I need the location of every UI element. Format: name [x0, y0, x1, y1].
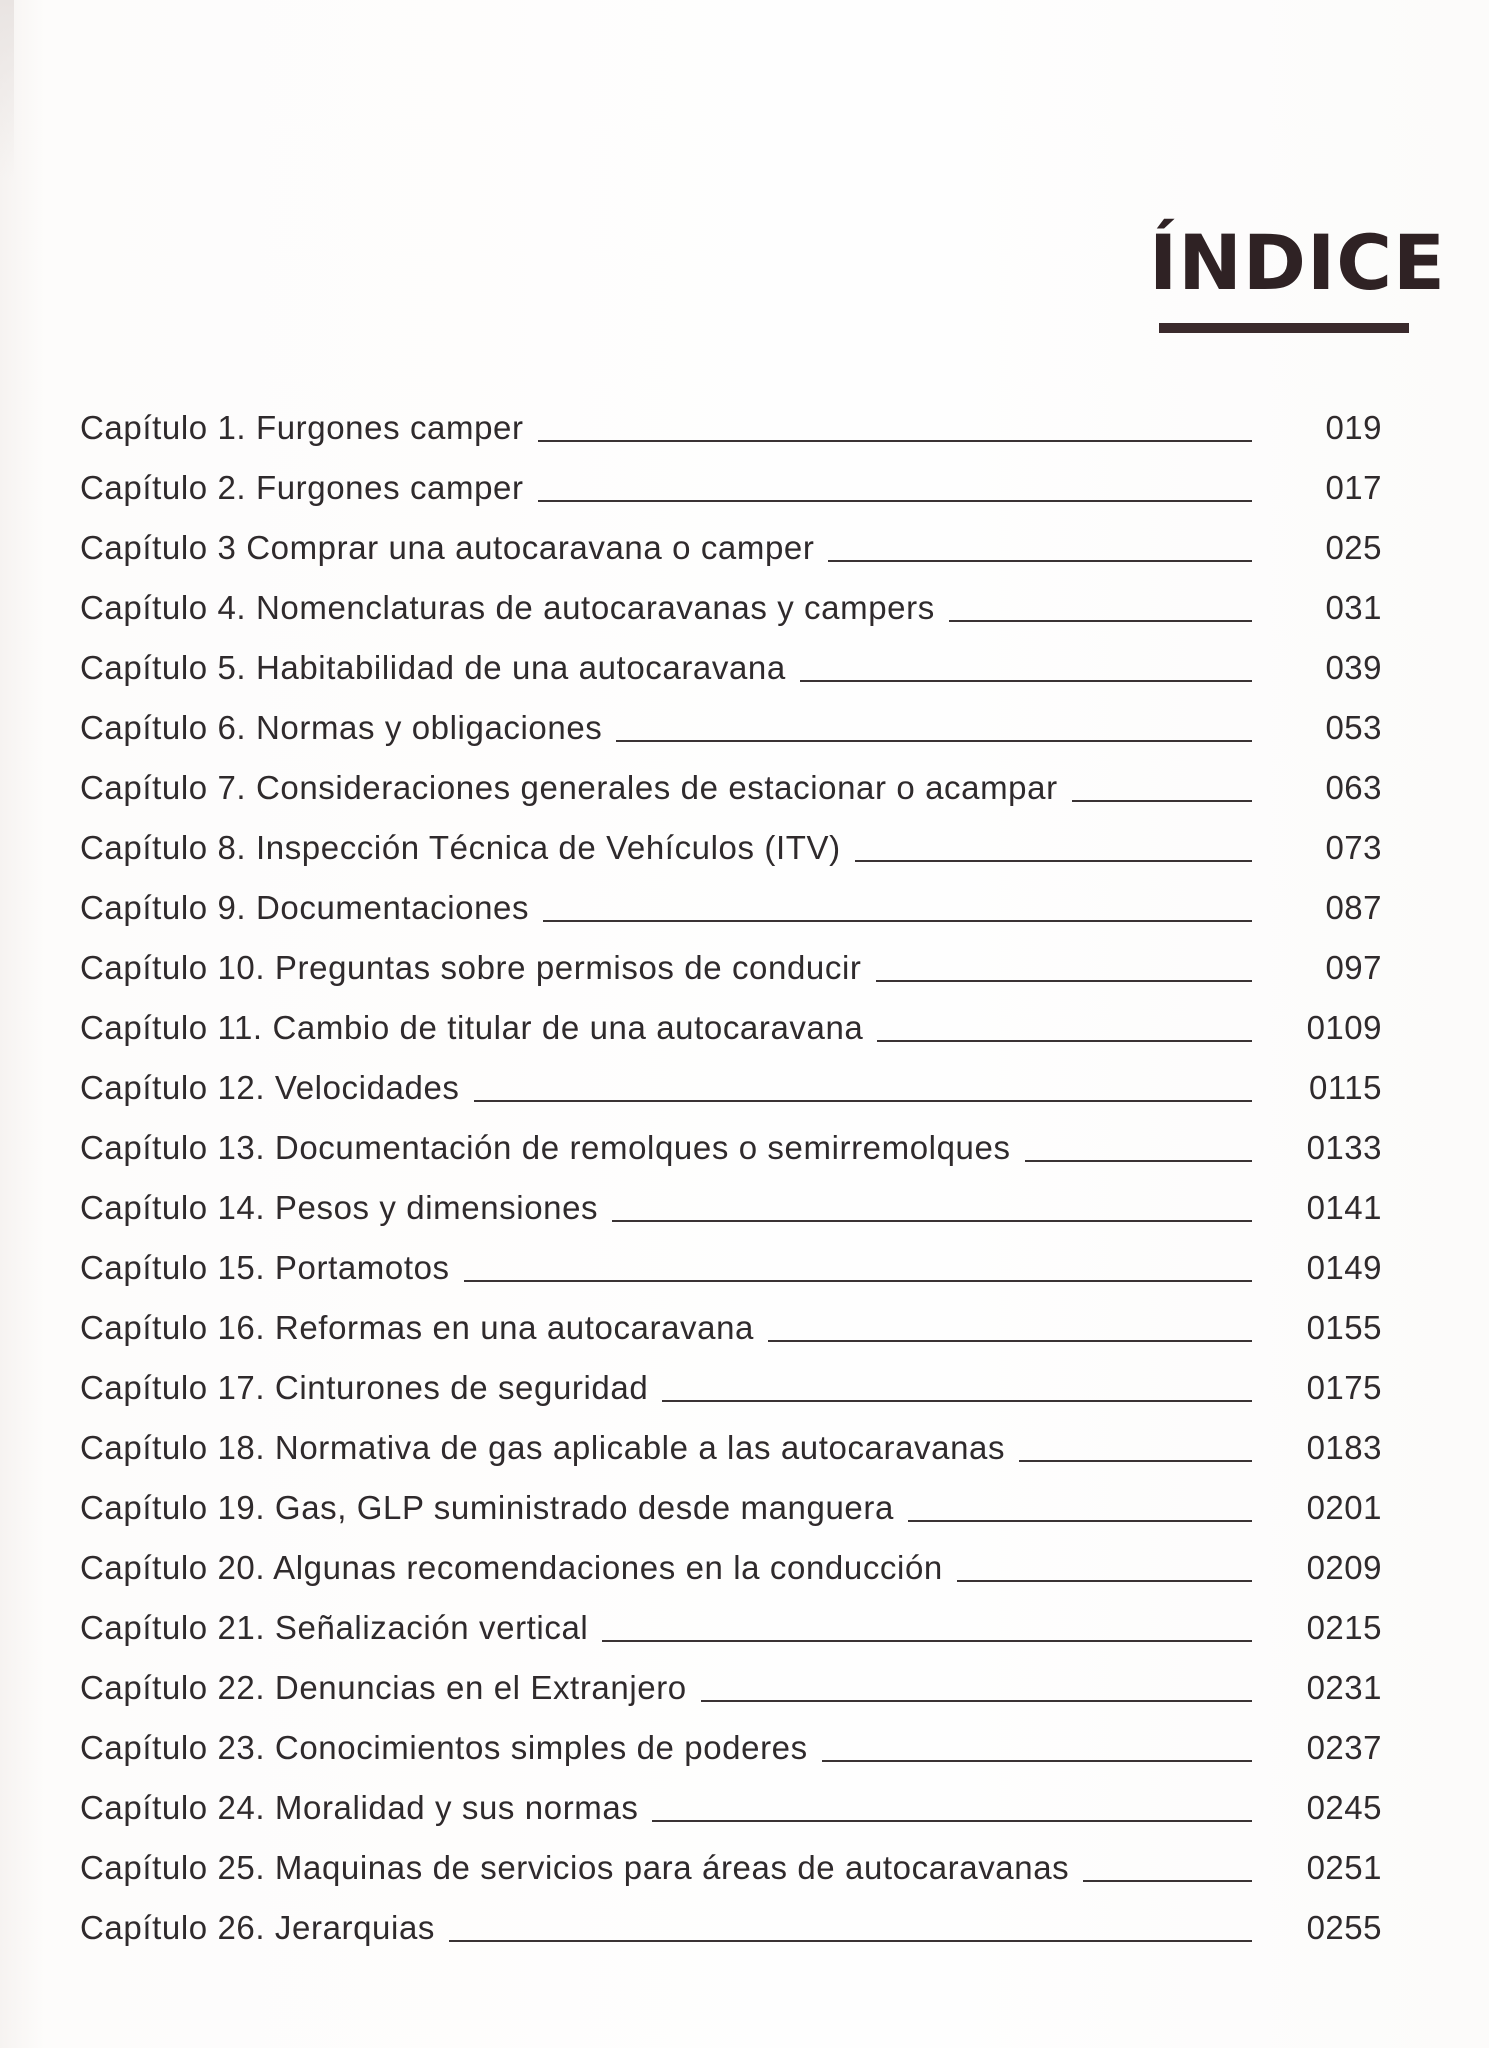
- toc-entry-label: Capítulo 17. Cinturones de seguridad: [80, 1369, 649, 1406]
- toc-entry-label: Capítulo 4. Nomenclaturas de autocaravanas y campers: [80, 589, 935, 626]
- toc-leader-line: [1019, 1460, 1252, 1462]
- toc-entry-label-area: [80, 1491, 1260, 1530]
- toc-entry-label-area: [80, 411, 1260, 450]
- toc-entry-label-area: [80, 1611, 1260, 1650]
- toc-entry: [80, 870, 1400, 930]
- toc-entry: [80, 1050, 1400, 1110]
- toc-entry-label: Capítulo 8. Inspección Técnica de Vehículos (ITV): [80, 829, 841, 866]
- toc-entry-page-number: 0231: [1306, 1669, 1382, 1706]
- toc-entry-page-number: 087: [1325, 889, 1382, 926]
- toc-entry-label: Capítulo 14. Pesos y dimensiones: [80, 1189, 599, 1226]
- toc-entry-label: Capítulo 11. Cambio de titular de una autocaravana: [80, 1009, 864, 1046]
- toc-entry: [80, 1350, 1400, 1410]
- toc-entry-page-number: 039: [1325, 649, 1382, 686]
- toc-entry-label-area: [80, 1371, 1260, 1410]
- toc-entry: [80, 1710, 1400, 1770]
- toc-entry-page-number: 0155: [1306, 1309, 1382, 1346]
- toc-entry-label-area: [80, 1251, 1260, 1290]
- toc-leader-line: [800, 680, 1252, 682]
- toc-entry: [80, 690, 1400, 750]
- toc-entry-label: Capítulo 5. Habitabilidad de una autocaravana: [80, 649, 786, 686]
- toc-entry-page-number: 053: [1325, 709, 1382, 746]
- toc-entry: [80, 380, 1400, 450]
- toc-entry-page-number: 0183: [1306, 1429, 1382, 1466]
- toc-entry-page-number: 0201: [1306, 1489, 1382, 1526]
- toc-leader-line: [612, 1220, 1252, 1222]
- toc-entry-label: Capítulo 22. Denuncias en el Extranjero: [80, 1669, 687, 1706]
- toc-entry-page-number: 063: [1325, 769, 1382, 806]
- toc-entry-label: Capítulo 1. Furgones camper: [80, 409, 524, 446]
- toc-entry-page-number: 017: [1325, 469, 1382, 506]
- toc-entry-label-area: [80, 1851, 1260, 1890]
- toc-entry-label: Capítulo 21. Señalización vertical: [80, 1609, 589, 1646]
- toc-leader-line: [449, 1940, 1252, 1942]
- toc-entry-label: Capítulo 12. Velocidades: [80, 1069, 460, 1106]
- toc-leader-line: [1025, 1160, 1252, 1162]
- toc-entry-label-area: [80, 891, 1260, 930]
- toc-entry-label-area: [80, 1671, 1260, 1710]
- toc-entry-page-number: 0149: [1306, 1249, 1382, 1286]
- toc-entry-label-area: [80, 591, 1260, 630]
- toc-entry-label-area: [80, 1731, 1260, 1770]
- toc-entry: [80, 1170, 1400, 1230]
- toc-entry-label-area: [80, 711, 1260, 750]
- toc-entry: [80, 1830, 1400, 1890]
- toc-leader-line: [828, 560, 1252, 562]
- toc-leader-line: [701, 1700, 1252, 1702]
- toc-leader-line: [877, 1040, 1252, 1042]
- toc-entry: [80, 1470, 1400, 1530]
- toc-entry-label-area: [80, 831, 1260, 870]
- toc-entry: [80, 1290, 1400, 1350]
- toc-entry-label-area: [80, 531, 1260, 570]
- toc-entry-page-number: 0237: [1306, 1729, 1382, 1766]
- toc-entry: [80, 1590, 1400, 1650]
- toc-entry: [80, 450, 1400, 510]
- toc-entry-page-number: 031: [1325, 589, 1382, 626]
- toc-entry-label-area: [80, 1431, 1260, 1470]
- toc-entry-label: Capítulo 18. Normativa de gas aplicable a las autocaravanas: [80, 1429, 1006, 1466]
- toc-leader-line: [474, 1100, 1253, 1102]
- toc-entry-page-number: 0141: [1306, 1189, 1382, 1226]
- toc-leader-line: [538, 500, 1252, 502]
- toc-leader-line: [538, 440, 1252, 442]
- toc-entry: [80, 1770, 1400, 1830]
- toc-entry-label: Capítulo 2. Furgones camper: [80, 469, 524, 506]
- title-underline: [1159, 323, 1409, 333]
- toc-entry-label: Capítulo 25. Maquinas de servicios para áreas de autocaravanas: [80, 1849, 1070, 1886]
- toc-entry: [80, 510, 1400, 570]
- toc-entry-page-number: 019: [1325, 409, 1382, 446]
- table-of-contents: [80, 380, 1400, 1950]
- toc-entry-page-number: 0175: [1306, 1369, 1382, 1406]
- toc-entry-page-number: 0115: [1309, 1069, 1382, 1106]
- toc-entry-label-area: [80, 1911, 1260, 1950]
- toc-entry-label: Capítulo 10. Preguntas sobre permisos de conducir: [80, 949, 862, 986]
- toc-leader-line: [1083, 1880, 1252, 1882]
- page-edge-shadow: [0, 0, 14, 180]
- toc-leader-line: [464, 1280, 1252, 1282]
- toc-leader-line: [876, 980, 1253, 982]
- toc-entry: [80, 1110, 1400, 1170]
- toc-entry-label-area: [80, 1551, 1260, 1590]
- toc-entry: [80, 930, 1400, 990]
- toc-entry-label-area: [80, 951, 1260, 990]
- toc-entry-label: Capítulo 6. Normas y obligaciones: [80, 709, 603, 746]
- toc-entry-page-number: 0133: [1306, 1129, 1382, 1166]
- toc-entry-page-number: 025: [1325, 529, 1382, 566]
- toc-entry: [80, 630, 1400, 690]
- toc-entry: [80, 1230, 1400, 1290]
- toc-leader-line: [957, 1580, 1252, 1582]
- toc-entry-label: Capítulo 26. Jerarquias: [80, 1909, 435, 1946]
- toc-entry-label: Capítulo 16. Reformas en una autocaravana: [80, 1309, 755, 1346]
- toc-entry-label: Capítulo 7. Consideraciones generales de estacionar o acampar: [80, 769, 1058, 806]
- toc-leader-line: [616, 740, 1252, 742]
- toc-leader-line: [949, 620, 1252, 622]
- toc-entry-label: Capítulo 13. Documentación de remolques o semirremolques: [80, 1129, 1011, 1166]
- page-title: ÍNDICE: [1149, 218, 1446, 307]
- toc-entry-label-area: [80, 1311, 1260, 1350]
- toc-entry: [80, 750, 1400, 810]
- toc-entry-page-number: 0109: [1306, 1009, 1382, 1046]
- toc-entry-label-area: [80, 1071, 1260, 1110]
- toc-entry-label-area: [80, 1011, 1260, 1050]
- toc-entry-label: Capítulo 23. Conocimientos simples de poderes: [80, 1729, 808, 1766]
- toc-entry-page-number: 0255: [1306, 1909, 1382, 1946]
- toc-entry-page-number: 0209: [1306, 1549, 1382, 1586]
- toc-entry-label: Capítulo 24. Moralidad y sus normas: [80, 1789, 639, 1826]
- toc-entry-label: Capítulo 3 Comprar una autocaravana o camper: [80, 529, 815, 566]
- toc-entry-page-number: 0251: [1306, 1849, 1382, 1886]
- toc-entry-label-area: [80, 1131, 1260, 1170]
- toc-leader-line: [652, 1820, 1252, 1822]
- toc-entry-label-area: [80, 471, 1260, 510]
- toc-entry-label: Capítulo 19. Gas, GLP suministrado desde manguera: [80, 1489, 894, 1526]
- toc-entry-label-area: [80, 1791, 1260, 1830]
- toc-entry-page-number: 0215: [1306, 1609, 1382, 1646]
- toc-entry: [80, 1410, 1400, 1470]
- toc-entry-label-area: [80, 771, 1260, 810]
- toc-entry: [80, 810, 1400, 870]
- index-heading: [1149, 218, 1446, 307]
- toc-entry: [80, 1650, 1400, 1710]
- toc-leader-line: [543, 920, 1252, 922]
- toc-entry-label-area: [80, 651, 1260, 690]
- toc-entry-page-number: 073: [1325, 829, 1382, 866]
- toc-leader-line: [768, 1340, 1252, 1342]
- toc-entry: [80, 990, 1400, 1050]
- toc-entry: [80, 570, 1400, 630]
- toc-leader-line: [1072, 800, 1252, 802]
- toc-leader-line: [908, 1520, 1252, 1522]
- toc-leader-line: [855, 860, 1252, 862]
- toc-entry-label: Capítulo 9. Documentaciones: [80, 889, 530, 926]
- toc-entry-page-number: 0245: [1306, 1789, 1382, 1826]
- toc-entry-label: Capítulo 20. Algunas recomendaciones en la conducción: [80, 1549, 943, 1586]
- toc-entry-page-number: 097: [1325, 949, 1382, 986]
- toc-entry-label-area: [80, 1191, 1260, 1230]
- toc-entry-label: Capítulo 15. Portamotos: [80, 1249, 450, 1286]
- toc-leader-line: [822, 1760, 1252, 1762]
- toc-leader-line: [602, 1640, 1252, 1642]
- toc-entry: [80, 1890, 1400, 1950]
- toc-leader-line: [662, 1400, 1252, 1402]
- toc-entry: [80, 1530, 1400, 1590]
